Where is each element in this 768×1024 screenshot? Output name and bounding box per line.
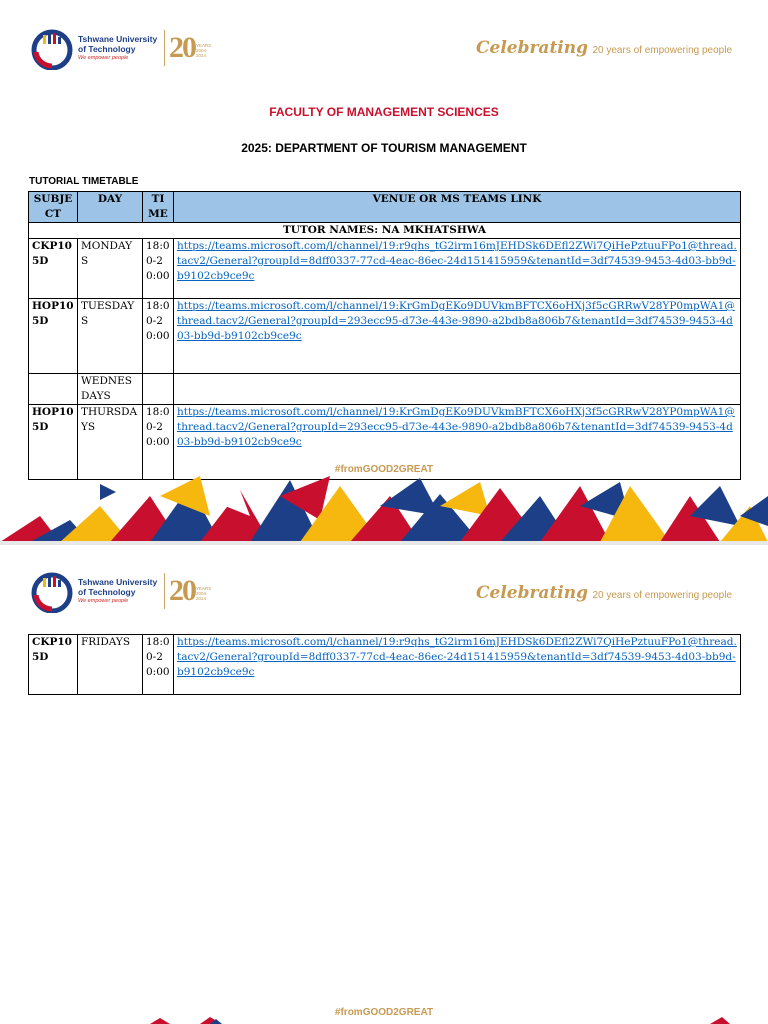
time-cell: 18:00-20:00 (143, 405, 174, 480)
teams-link[interactable]: https://teams.microsoft.com/l/channel/19:KrGmDgEKo9DUVkmBFTCX6oHXj3f5cGRRwV28YP0mpWA1@thread.tacv2/General?groupId=293ecc95-d73e-443e-9890-a2bdb8a806b7&tenantId=3df74539-9453-4d03-bb9d-b9102cb9ce9c (177, 406, 735, 448)
faculty-title: FACULTY OF MANAGEMENT SCIENCES (269, 105, 499, 119)
anniversary-number: 20 (169, 31, 195, 64)
hashtag: #fromGOOD2GREAT (334, 464, 434, 475)
timetable-table-continued (28, 634, 741, 695)
logo-divider (164, 573, 165, 609)
header-venue: VENUE OR MS TEAMS LINK (174, 192, 741, 223)
subject-cell: CKP105D (29, 239, 78, 299)
university-name: Tshwane University of Technology (78, 34, 158, 54)
day-cell: MONDAYS (78, 239, 143, 299)
anniversary-years: YEARS 2004-2024 (196, 586, 212, 601)
day-cell: WEDNESDAYS (78, 374, 143, 405)
university-slogan: We empower people (78, 598, 129, 604)
time-cell (143, 374, 174, 405)
celebrating-text: 20 years of empowering people (592, 45, 732, 56)
table-row (29, 374, 741, 405)
teams-link[interactable]: https://teams.microsoft.com/l/channel/19:r9qhs_tG2irm16mJEHDSk6DEfl2ZWi7QiHePztuuFPo1@thread.tacv2/General?groupId=8dff0337-77cd-4eac-86ec-24d151415959&tenantId=3df74539-9453-4d03-bb9d-b9102cb9ce9c (177, 636, 737, 678)
link-cell (174, 239, 741, 299)
link-cell (174, 374, 741, 405)
tutor-names: TUTOR NAMES: NA MKHATSHWA (29, 223, 741, 239)
header-day: DAY (78, 192, 143, 223)
tut-emblem-icon (30, 26, 74, 70)
header-subject: SUBJECT (29, 192, 78, 223)
table-row (29, 239, 741, 299)
footer-triangle-pattern (0, 476, 768, 542)
celebrating-script: Celebrating (475, 583, 589, 603)
timetable-label: TUTORIAL TIMETABLE (29, 176, 139, 187)
celebrating-text: 20 years of empowering people (592, 590, 732, 601)
link-cell (174, 299, 741, 374)
table-header-row (29, 192, 741, 223)
footer-triangle-pattern (0, 1015, 768, 1024)
header-time: TIME (143, 192, 174, 223)
timetable-table (28, 191, 741, 480)
day-cell: FRIDAYS (78, 635, 143, 695)
hashtag: #fromGOOD2GREAT (334, 1007, 434, 1018)
teams-link[interactable]: https://teams.microsoft.com/l/channel/19:KrGmDgEKo9DUVkmBFTCX6oHXj3f5cGRRwV28YP0mpWA1@thread.tacv2/General?groupId=293ecc95-d73e-443e-9890-a2bdb8a806b7&tenantId=3df74539-9453-4d03-bb9d-b9102cb9ce9c (177, 300, 735, 342)
time-cell: 18:00-20:00 (143, 299, 174, 374)
subject-cell: HOP105D (29, 299, 78, 374)
tut-logo (30, 569, 220, 613)
table-row (29, 299, 741, 374)
logo-divider (164, 30, 165, 66)
table-row (29, 635, 741, 695)
link-cell (174, 635, 741, 695)
time-cell: 18:00-20:00 (143, 239, 174, 299)
page-2 (0, 545, 768, 1024)
tut-emblem-icon (30, 569, 74, 613)
subject-cell: HOP105D (29, 405, 78, 480)
celebrating-script: Celebrating (475, 38, 589, 58)
time-cell: 18:00-20:00 (143, 635, 174, 695)
tut-logo (30, 26, 220, 70)
day-cell: THURSDAYS (78, 405, 143, 480)
subject-cell: CKP105D (29, 635, 78, 695)
teams-link[interactable]: https://teams.microsoft.com/l/channel/19:r9qhs_tG2irm16mJEHDSk6DEfl2ZWi7QiHePztuuFPo1@thread.tacv2/General?groupId=8dff0337-77cd-4eac-86ec-24d151415959&tenantId=3df74539-9453-4d03-bb9d-b9102cb9ce9c (177, 240, 737, 282)
celebrating-banner (476, 38, 732, 58)
anniversary-number: 20 (169, 574, 195, 607)
anniversary-years: YEARS 2004-2024 (196, 43, 212, 58)
department-title: 2025: DEPARTMENT OF TOURISM MANAGEMENT (241, 141, 527, 155)
celebrating-banner (476, 583, 732, 603)
day-cell: TUESDAYS (78, 299, 143, 374)
tutor-row (29, 223, 741, 239)
university-slogan: We empower people (78, 55, 129, 61)
subject-cell (29, 374, 78, 405)
university-name: Tshwane University of Technology (78, 577, 158, 597)
